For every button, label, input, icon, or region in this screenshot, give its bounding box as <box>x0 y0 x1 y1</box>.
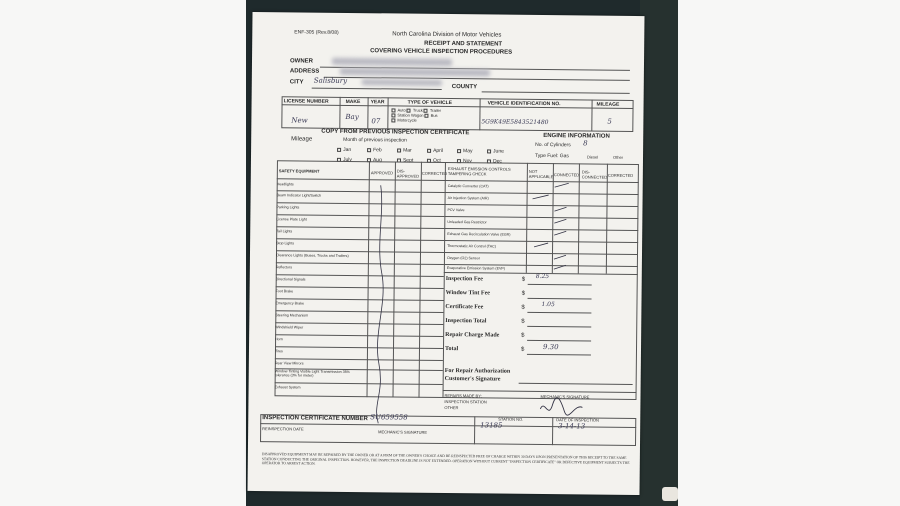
year-label: YEAR <box>370 99 385 106</box>
repair-mechanic-sig-label: MECHANIC'S SIGNATURE <box>540 393 590 400</box>
fee-label: Certificate Fee <box>445 303 484 311</box>
cert-number-label: INSPECTION CERTIFICATE NUMBER <box>262 415 368 423</box>
cylinders-value: 8 <box>583 139 588 148</box>
fee-value: 1.05 <box>541 301 555 309</box>
month-aug[interactable]: Aug <box>367 155 397 165</box>
engine-heading: ENGINE INFORMATION <box>543 133 610 140</box>
safety-item: Tires <box>274 349 283 354</box>
fee-value: 8.25 <box>535 272 550 281</box>
safety-item: Exhaust System <box>274 385 301 390</box>
safety-item: Emergency Brake <box>275 301 305 306</box>
form-subtitle: COVERING VEHICLE INSPECTION PROCEDURES <box>370 48 513 56</box>
check-mark <box>554 219 566 223</box>
safety-item: Steering Mechanism <box>275 313 309 318</box>
emission-item: PCV Valve <box>447 208 465 213</box>
form-number: ENF-305 (Rev.8/08) <box>294 29 339 36</box>
fee-label: Total <box>444 345 459 353</box>
type-label: TYPE OF VEHICLE <box>407 99 453 107</box>
safety-item: Windshield Wiper <box>275 325 304 330</box>
vin-label: VEHICLE IDENTIFICATION NO. <box>487 100 561 108</box>
month-label: Month of previous inspection <box>343 136 407 144</box>
city-label: CITY <box>289 79 304 86</box>
safety-item: Reflectors <box>275 265 293 270</box>
safety-col-corrected: CORRECTED <box>421 170 448 177</box>
customer-signature-label: Customer's Signature <box>444 375 501 383</box>
mechanic-signature-mark <box>540 398 582 416</box>
month-jan[interactable]: Jan <box>337 145 367 155</box>
currency-sign: $ <box>521 290 525 297</box>
finger-edge <box>662 487 678 501</box>
year-value: 07 <box>371 117 381 126</box>
check-mark <box>554 207 566 211</box>
emission-item: Air Injection System (AIR) <box>447 196 489 201</box>
inspection-date-value: 3-14-13 <box>558 422 586 431</box>
safety-item: Horn <box>275 337 283 342</box>
station-no-label: STATION NO. <box>498 416 524 422</box>
safety-item: Tail Lights <box>276 229 293 234</box>
safety-item: Stop Lights <box>276 241 295 246</box>
fee-label: Repair Charge Made <box>445 331 500 339</box>
month-july[interactable]: July <box>337 155 367 165</box>
station-no-value: 13185 <box>480 421 503 430</box>
repair-auth-label: For Repair Authorization <box>444 367 511 375</box>
city-value: Salisbury <box>313 76 348 85</box>
emission-item: Thermostatic Air Control (TAC) <box>447 244 496 249</box>
emission-item: Catalytic Converter (CAT) <box>447 184 489 189</box>
mileage-label: MILEAGE <box>596 101 620 108</box>
type-option-bus[interactable]: Bus <box>425 113 438 118</box>
mileage-value: 5 <box>607 117 612 126</box>
month-feb[interactable]: Feb <box>367 145 397 155</box>
check-mark <box>554 231 566 235</box>
safety-item: Headlights <box>276 182 294 187</box>
emission-col-corrected: CORRECTED <box>607 172 634 178</box>
repairs-made-label: REPAIRS MADE BY: <box>444 392 482 399</box>
vin-value: 5G9K49E5843521480 <box>481 118 549 127</box>
type-option-auto[interactable]: Auto <box>391 107 405 112</box>
owner-label: OWNER <box>289 58 314 65</box>
currency-sign: $ <box>521 304 525 311</box>
license-value: New <box>291 116 308 125</box>
safety-item: Beam Indicator Light/Switch <box>276 193 322 198</box>
check-mark <box>554 265 566 269</box>
cert-number-value: SU659558 <box>370 413 408 422</box>
month-oct[interactable]: Oct <box>427 156 457 166</box>
type-option-motorcycle[interactable]: Motorcycle <box>391 117 416 122</box>
approved-pen-line <box>376 185 384 423</box>
safety-col-approved: APPROVED <box>370 170 394 176</box>
month-april[interactable]: April <box>427 146 457 156</box>
check-mark <box>555 183 569 187</box>
inspection-date-label: DATE OF INSPECTION <box>556 417 599 423</box>
emission-col-na: NOT APPLICABLE <box>528 168 554 180</box>
safety-item: Foot Brake <box>275 289 294 294</box>
safety-col-disapproved: DIS-APPROVED <box>396 168 420 179</box>
background-shadow <box>640 0 678 506</box>
check-mark <box>554 255 566 259</box>
license-label: LICENSE NUMBER <box>283 98 329 105</box>
safety-item: Rear View Mirrors <box>274 361 304 366</box>
fuel-gas-option[interactable]: Type Fuel: Gas <box>534 152 569 160</box>
make-label: MAKE <box>345 98 361 106</box>
safety-item: License Plate Light <box>276 217 307 222</box>
prev-mileage-label: Mileage <box>291 136 313 143</box>
emission-col-connected: CONNECTED <box>553 172 580 178</box>
type-option-station-wagon[interactable]: Station Wagon <box>391 112 423 117</box>
month-nov[interactable]: Nov <box>457 156 487 166</box>
currency-sign: $ <box>520 346 525 353</box>
type-option-trailer[interactable]: Trailer <box>424 108 441 113</box>
month-mar[interactable]: Mar <box>397 145 427 155</box>
fuel-other-option[interactable]: Other <box>612 154 624 160</box>
month-june[interactable]: June <box>487 146 517 156</box>
agency-name: North Carolina Division of Motor Vehicles <box>392 31 502 39</box>
previous-cert-heading: COPY FROM PREVIOUS INSPECTION CERTIFICATE <box>321 128 470 137</box>
make-value: Bay <box>345 112 359 122</box>
emission-item: Oxygen (O2) Sensor <box>446 256 480 261</box>
fee-label: Inspection Total <box>445 317 487 325</box>
currency-sign: $ <box>521 332 525 339</box>
check-mark <box>534 243 548 247</box>
currency-sign: $ <box>521 318 525 325</box>
currency-sign: $ <box>521 276 526 283</box>
emission-item: Unleaded Gas Restrictor <box>447 220 487 225</box>
safety-item: Clearance Lights (Buses, Trucks and Trailers) <box>275 253 349 258</box>
address-label: ADDRESS <box>289 68 320 75</box>
safety-item: Directional Signals <box>275 277 306 282</box>
fee-value: 9.30 <box>542 343 559 352</box>
cylinders-label: No. of Cylinders <box>535 141 571 149</box>
type-option-truck[interactable]: Truck <box>407 108 423 113</box>
emission-item: Exhaust Gas Recirculation Valve (EGR) <box>447 232 511 237</box>
county-label: COUNTY <box>451 84 478 91</box>
inspection-receipt-document <box>248 12 645 495</box>
form-title: RECEIPT AND STATEMENT <box>424 40 503 48</box>
safety-header: SAFETY EQUIPMENT <box>278 168 320 174</box>
month-dec[interactable]: Dec <box>487 156 517 166</box>
safety-item: Parking Lights <box>276 205 300 210</box>
repair-other-option[interactable]: OTHER <box>444 404 459 411</box>
check-mark <box>533 195 549 199</box>
emission-header: EXHAUST EMISSION CONTROLS TAMPERING CHECK <box>447 166 511 177</box>
emission-col-disconnected: DIS-CONNECTED <box>581 169 608 180</box>
fee-label: Inspection Fee <box>445 275 483 283</box>
safety-item: Window Tinting Visible Light Transmission 35% tolerance (3% for meter) <box>274 369 350 378</box>
fee-label: Window Tint Fee <box>445 289 490 297</box>
reinspection-label: REINSPECTION DATE <box>262 426 304 432</box>
month-sept[interactable]: Sept <box>397 155 427 165</box>
emission-item: Evaporative Emission System (EVP) <box>446 266 505 271</box>
disclaimer-footer: DISAPPROVED EQUIPMENT MAY BE REPAIRED BY THE OWNER OR AT A FIRM OF THE OWNER'S CHOICE AND BE REINSPECTED FREE OF CHARGE WITHIN 30 DAYS UPON PRESENTATION OF THIS RECEIPT TO THE SAME STATION CONDUCTING THE ORIGINAL INSPECTION. HOWEVER, THE INSPECTION DEADLINE IS NOT EXTENDED. OPERATION WITHOUT CURRENT "INSPECTION CERTIFICATE" OR DEFECTIVE EQUIPMENT SUBJECTS THE OPERATOR TO ARREST ACTION. <box>261 452 630 466</box>
month-may[interactable]: May <box>457 146 487 156</box>
cert-mechanic-sig-label: MECHANIC'S SIGNATURE <box>378 429 428 435</box>
repair-station-option[interactable]: INSPECTION STATION <box>444 398 487 405</box>
fuel-diesel-option[interactable]: Diesel <box>586 154 599 160</box>
